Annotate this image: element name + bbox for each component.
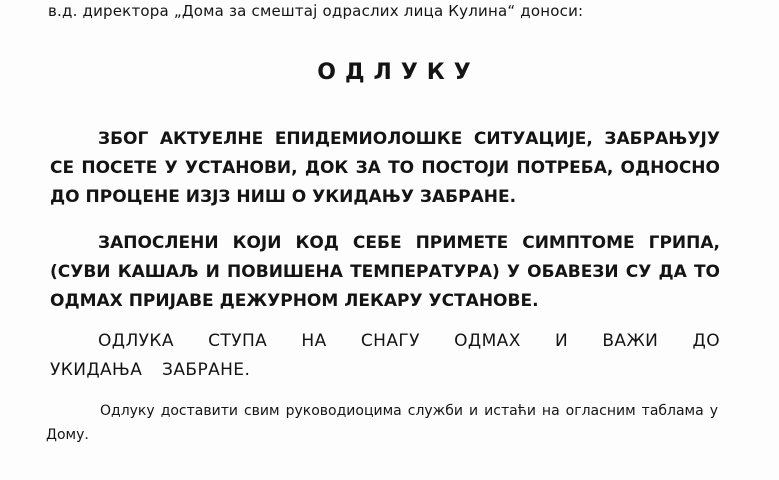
document-title: ОДЛУКУ — [317, 60, 480, 85]
paragraph-visit-ban: ЗБОГ АКТУЕЛНЕ ЕПИДЕМИОЛОШКЕ СИТУАЦИЈЕ, ЗАБРАЊУЈУ СЕ ПОСЕТЕ У УСТАНОВИ, ДОК ЗА ТО ПОСТОЈИ ПОТРЕБА, ОДНОСНО ДО ПРОЦЕНЕ ИЗЈЗ НИШ О УКИДАЊУ ЗАБРАНЕ. — [50, 129, 720, 207]
paragraph-effective-date: ОДЛУКА СТУПА НА СНАГУ ОДМАХ И ВАЖИ ДО УКИДАЊА ЗАБРАНЕ. — [50, 331, 720, 380]
intro-line: в.д. директора „Дома за смештај одраслих лица Кулина“ доноси: — [48, 2, 584, 20]
paragraph-employee-symptoms: ЗАПОСЛЕНИ КОЈИ КОД СЕБЕ ПРИМЕТЕ СИМПТОМЕ ГРИПА, (СУВИ КАШАЉ И ПОВИШЕНА ТЕМПЕРАТУРА) У ОБАВЕЗИ СУ ДА ТО ОДМАХ ПРИЈАВЕ ДЕЖУРНОМ ЛЕКАРУ УСТАНОВЕ. — [50, 233, 720, 311]
paragraph-distribution: Одлуку доставити свим руководиоцима служби и истаћи на огласним таблама у Дому. — [46, 403, 718, 443]
